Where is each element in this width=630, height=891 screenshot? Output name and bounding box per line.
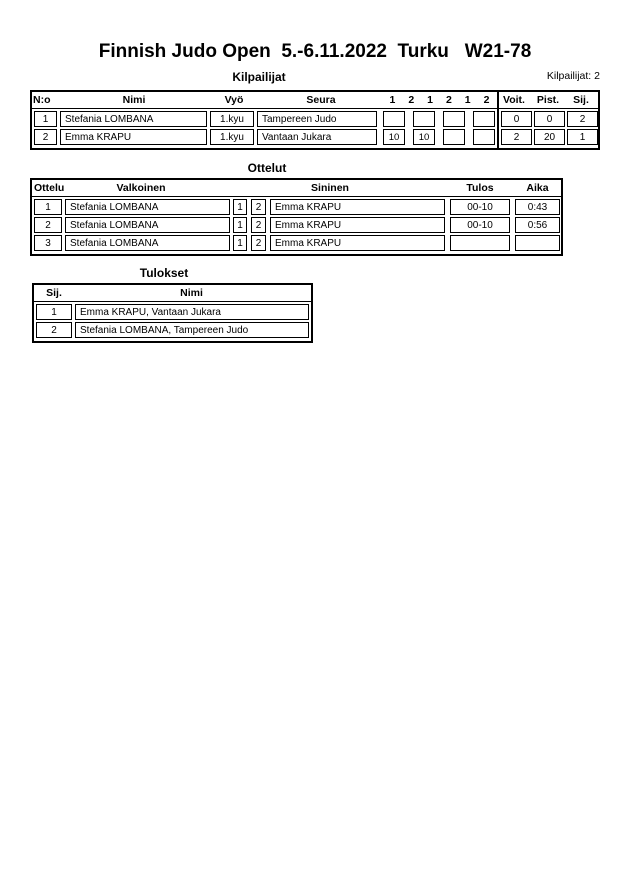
header-nimi: Nimi bbox=[122, 94, 146, 106]
header-ottelu: Ottelu bbox=[34, 182, 65, 194]
page-title: Finnish Judo Open 5.-6.11.2022 Turku W21-78 bbox=[98, 41, 532, 62]
score-cell bbox=[443, 111, 465, 127]
header-valkoinen: Valkoinen bbox=[116, 182, 166, 194]
score-col-header: 1 bbox=[389, 94, 396, 106]
place-cell: 2 bbox=[567, 111, 598, 127]
place-cell: 1 bbox=[567, 129, 598, 145]
header-sij: Sij. bbox=[573, 94, 589, 106]
table-row bbox=[32, 217, 561, 233]
competitor-name: Stefania LOMBANA bbox=[60, 111, 207, 127]
tulokset-table bbox=[32, 283, 313, 343]
stats-separator-line bbox=[497, 91, 499, 149]
match-number: 2 bbox=[34, 217, 62, 233]
competitor-count-label: Kilpailijat: 2 bbox=[546, 70, 600, 82]
table-row bbox=[32, 111, 598, 127]
table-row bbox=[32, 129, 598, 145]
white-seed: 1 bbox=[233, 199, 247, 215]
place-cell: 1 bbox=[36, 304, 72, 320]
kilpailijat-header-row bbox=[32, 92, 598, 109]
blue-seed: 2 bbox=[251, 217, 266, 233]
white-competitor: Stefania LOMBANA bbox=[65, 217, 230, 233]
time-cell: 0:56 bbox=[515, 217, 560, 233]
kilpailijat-table bbox=[30, 90, 600, 150]
blue-competitor: Emma KRAPU bbox=[270, 199, 445, 215]
blue-seed: 2 bbox=[251, 235, 266, 251]
score-cell bbox=[473, 129, 495, 145]
competitor-number: 1 bbox=[34, 111, 57, 127]
competitor-belt: 1.kyu bbox=[210, 129, 254, 145]
time-cell: 0:43 bbox=[515, 199, 560, 215]
ottelut-section-title: Ottelut bbox=[247, 161, 287, 175]
match-number: 1 bbox=[34, 199, 62, 215]
competitor-name: Emma KRAPU bbox=[60, 129, 207, 145]
white-competitor: Stefania LOMBANA bbox=[65, 199, 230, 215]
score-cell bbox=[473, 111, 495, 127]
score-col-header: 2 bbox=[445, 94, 452, 106]
blue-competitor: Emma KRAPU bbox=[270, 217, 445, 233]
white-seed: 1 bbox=[233, 217, 247, 233]
competitor-club: Vantaan Jukara bbox=[257, 129, 377, 145]
table-row bbox=[34, 304, 311, 320]
points-cell: 20 bbox=[534, 129, 565, 145]
competitor-belt: 1.kyu bbox=[210, 111, 254, 127]
wins-cell: 0 bbox=[501, 111, 532, 127]
competitor-number: 2 bbox=[34, 129, 57, 145]
header-tulos: Tulos bbox=[466, 182, 494, 194]
header-vyo: Vyö bbox=[224, 94, 244, 106]
header-no: N:o bbox=[33, 94, 51, 106]
result-cell bbox=[450, 235, 510, 251]
score-cell bbox=[383, 111, 405, 127]
points-cell: 0 bbox=[534, 111, 565, 127]
white-seed: 1 bbox=[233, 235, 247, 251]
header-score-columns bbox=[383, 94, 496, 106]
tulokset-header-row bbox=[34, 285, 311, 302]
score-col-header: 1 bbox=[427, 94, 433, 106]
header-voit: Voit. bbox=[503, 94, 525, 106]
result-name: Stefania LOMBANA, Tampereen Judo bbox=[75, 322, 309, 338]
score-col-header: 1 bbox=[464, 94, 471, 106]
header-sij: Sij. bbox=[46, 287, 62, 299]
result-cell: 00-10 bbox=[450, 217, 510, 233]
time-cell bbox=[515, 235, 560, 251]
header-pist: Pist. bbox=[536, 94, 560, 106]
score-cell: 10 bbox=[413, 129, 435, 145]
header-aika: Aika bbox=[526, 182, 549, 194]
ottelut-table bbox=[30, 178, 563, 256]
table-row bbox=[32, 199, 561, 215]
place-cell: 2 bbox=[36, 322, 72, 338]
match-number: 3 bbox=[34, 235, 62, 251]
white-competitor: Stefania LOMBANA bbox=[65, 235, 230, 251]
blue-seed: 2 bbox=[251, 199, 266, 215]
competitor-club: Tampereen Judo bbox=[257, 111, 377, 127]
result-cell: 00-10 bbox=[450, 199, 510, 215]
wins-cell: 2 bbox=[501, 129, 532, 145]
score-col-header: 2 bbox=[408, 94, 415, 106]
score-cell bbox=[443, 129, 465, 145]
table-row bbox=[32, 235, 561, 251]
score-col-header: 2 bbox=[483, 94, 490, 106]
table-row bbox=[34, 322, 311, 338]
score-cell bbox=[413, 111, 435, 127]
score-cell: 10 bbox=[383, 129, 405, 145]
header-seura: Seura bbox=[306, 94, 336, 106]
ottelut-header-row bbox=[32, 180, 561, 197]
result-name: Emma KRAPU, Vantaan Jukara bbox=[75, 304, 309, 320]
header-nimi: Nimi bbox=[180, 287, 203, 299]
blue-competitor: Emma KRAPU bbox=[270, 235, 445, 251]
kilpailijat-section-title: Kilpailijat bbox=[232, 70, 286, 84]
tulokset-section-title: Tulokset bbox=[139, 266, 189, 280]
header-sininen: Sininen bbox=[311, 182, 349, 194]
